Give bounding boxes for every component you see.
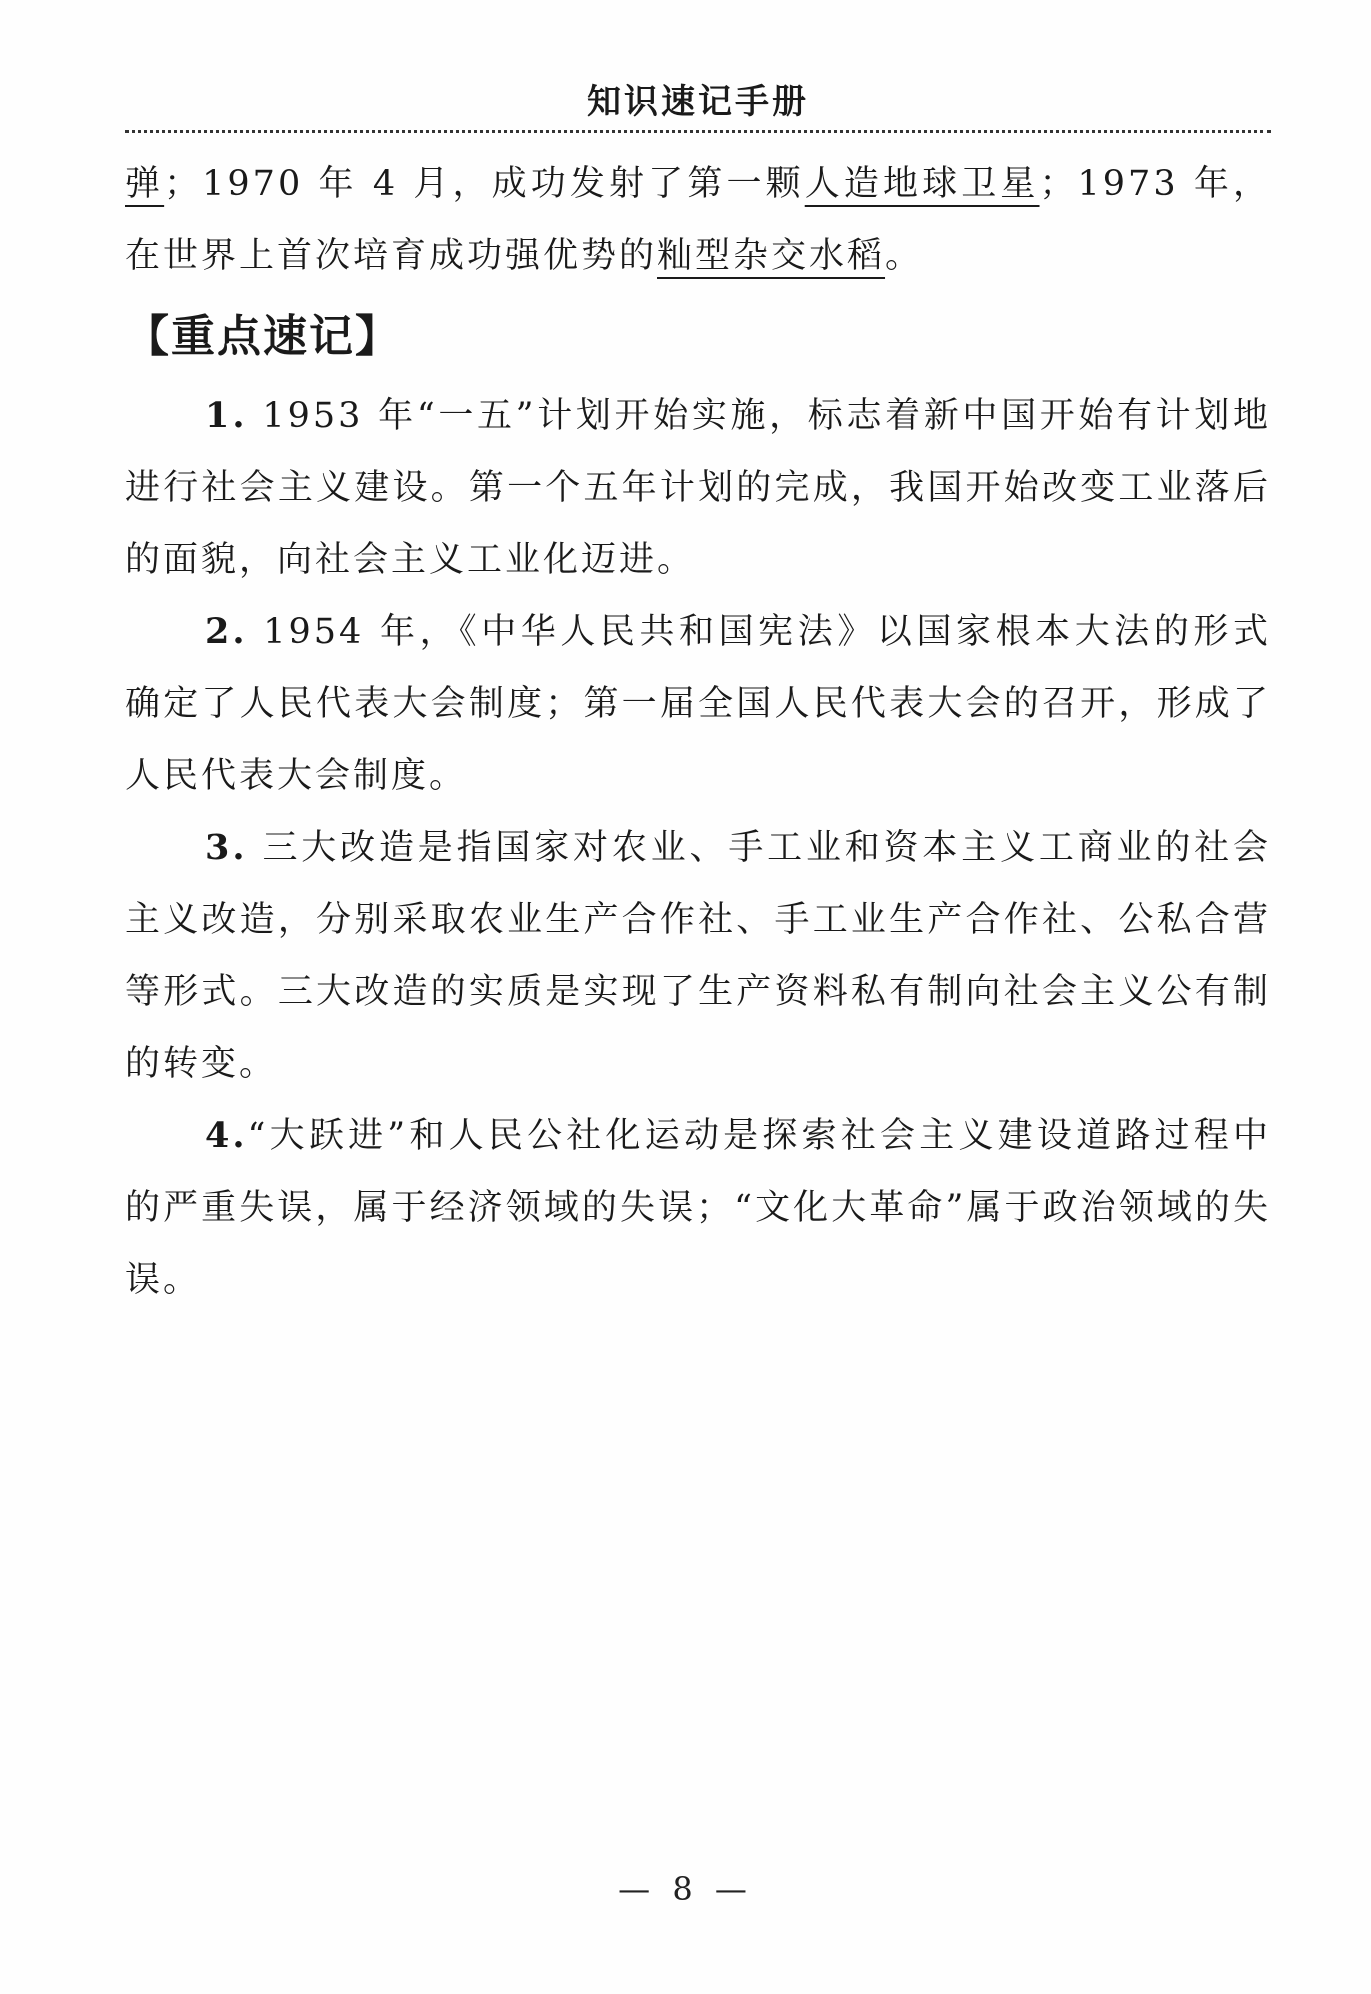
point-text: 1953 年“一五”计划开始实施，标志着新中国开始有计划地进行社会主义建设。第一个五年计划的完成，我国开始改变工业落后的面貌，向社会主义工业化迈进。	[125, 396, 1271, 580]
point-number: 2.	[205, 611, 248, 652]
page-content	[125, 148, 1271, 1316]
point-text: 1954 年，《中华人民共和国宪法》以国家根本大法的形式确定了人民代表大会制度；第一届全国人民代表大会的召开，形成了人民代表大会制度。	[125, 612, 1271, 796]
key-point-3	[125, 812, 1271, 1100]
key-point-2	[125, 596, 1271, 812]
section-heading: 【重点速记】	[125, 311, 401, 362]
point-number: 4.	[205, 1115, 248, 1156]
running-header	[125, 68, 1271, 133]
intro-paragraph	[125, 148, 1271, 292]
point-text: 三大改造是指国家对农业、手工业和资本主义工商业的社会主义改造，分别采取农业生产合作社、手工业生产合作社、公私合营等形式。三大改造的实质是实现了生产资料私有制向社会主义公有制的转变。	[125, 828, 1271, 1084]
point-number: 1.	[205, 395, 248, 436]
point-text: “大跃进”和人民公社化运动是探索社会主义建设道路过程中的严重失误，属于经济领域的失误；“文化大革命”属于政治领域的失误。	[125, 1116, 1271, 1300]
underlined-term: 弹	[125, 164, 165, 204]
intro-text: ；1970 年 4 月，成功发射了第一颗	[164, 164, 805, 204]
page-number: — 8 —	[618, 1870, 753, 1908]
header-title: 知识速记手册	[587, 82, 809, 122]
intro-text: ；1973 年，在世界上首次培育成功强优势的	[125, 164, 1271, 276]
underlined-term: 籼型杂交水稻	[657, 236, 886, 276]
key-point-4	[125, 1100, 1271, 1316]
key-point-1	[125, 380, 1271, 596]
underlined-term: 人造地球卫星	[804, 164, 1040, 204]
intro-text: 。	[885, 236, 924, 276]
point-number: 3.	[205, 827, 248, 868]
